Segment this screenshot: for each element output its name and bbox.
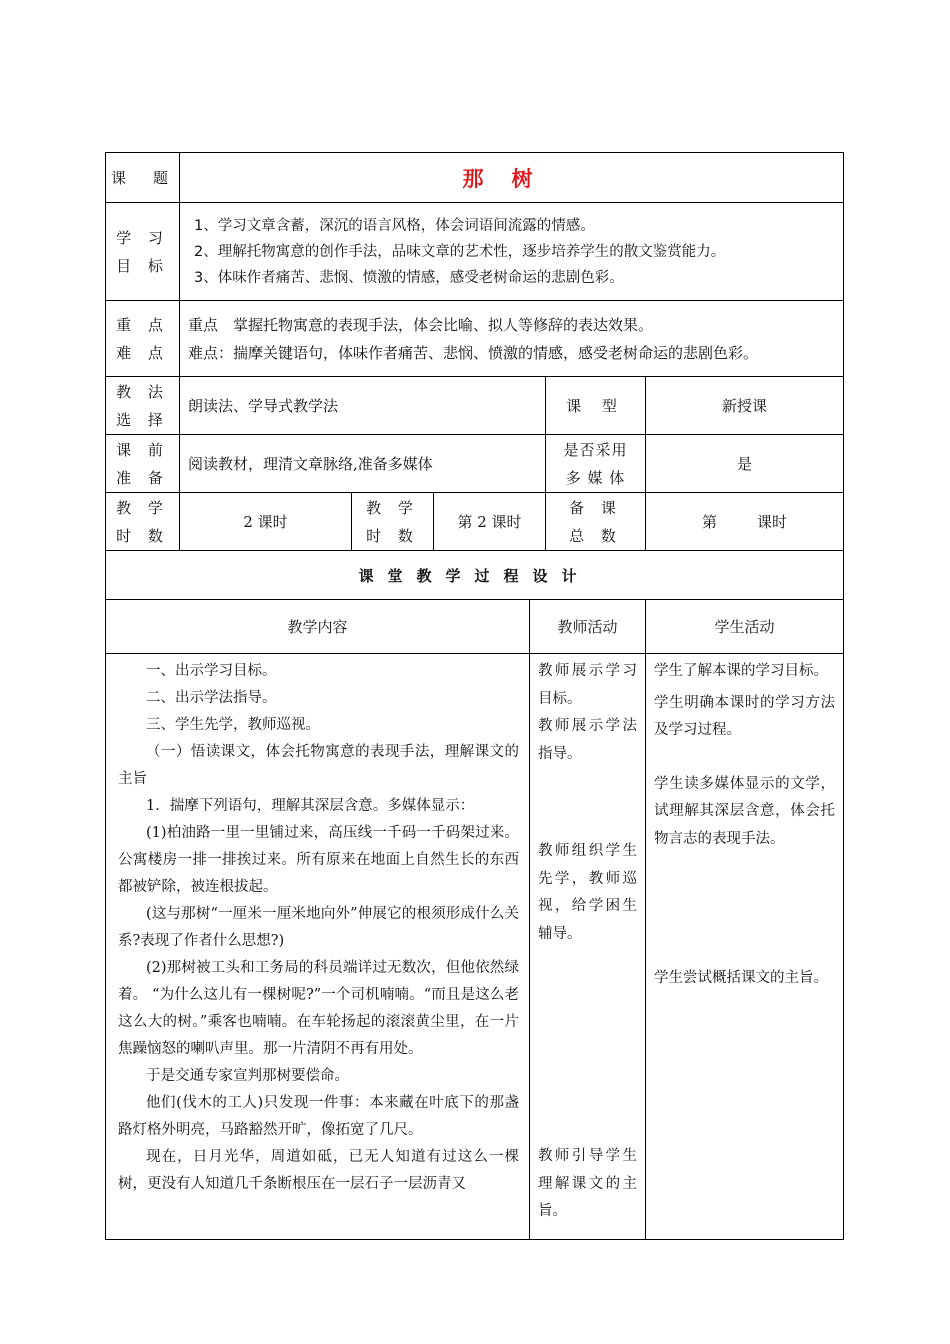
content-paragraph: 于是交通专家宣判那树要偿命。 bbox=[146, 1068, 349, 1084]
student-activities bbox=[646, 654, 844, 1240]
period-value: 第 2 课时 bbox=[434, 493, 546, 551]
media-value: 是 bbox=[646, 435, 844, 493]
lesson-title: 那树 bbox=[462, 166, 561, 191]
teacher-activity: 教师组织学生先学，教师巡视，给学困生辅导。 bbox=[538, 843, 637, 942]
goal-item: 1、学习文章含蓄，深沉的语言风格，体会词语间流露的情感。 bbox=[194, 217, 595, 234]
period-label: 教 学 时 数 bbox=[352, 493, 434, 551]
method-value: 朗读法、学导式教学法 bbox=[180, 377, 546, 435]
lesson-plan-table bbox=[105, 152, 844, 1240]
teacher-activity: 教师引导学生理解课文的主旨。 bbox=[538, 1148, 637, 1219]
process-heading: 课堂教学过程设计 bbox=[106, 551, 844, 600]
col-student-header: 学生活动 bbox=[646, 600, 844, 654]
col-content-header: 教学内容 bbox=[106, 600, 530, 654]
lesson-type-label: 课 型 bbox=[546, 377, 646, 435]
content-paragraph: （一）悟读课文，体会托物寓意的表现手法，理解课文的主旨 bbox=[118, 744, 519, 787]
key-points bbox=[180, 301, 844, 377]
content-paragraph: 一、出示学习目标。 bbox=[146, 663, 277, 679]
col-teacher-header: 教师活动 bbox=[530, 600, 646, 654]
teaching-content bbox=[106, 654, 530, 1240]
goals-list bbox=[180, 203, 844, 301]
content-paragraph: 二、出示学法指导。 bbox=[146, 690, 277, 706]
media-label: 是否采用 多 媒 体 bbox=[546, 435, 646, 493]
method-label: 教 法 选 择 bbox=[106, 377, 180, 435]
content-paragraph: (这与那树“一厘米一厘米地向外”伸展它的根须形成什么关系?表现了作者什么思想?) bbox=[118, 906, 519, 949]
goal-item: 3、体味作者痛苦、悲悯、愤激的情感，感受老树命运的悲剧色彩。 bbox=[194, 269, 624, 286]
content-paragraph: (2)那树被工头和工务局的科员端详过无数次，但他依然绿着。 “为什么这儿有一棵树呢?”一个司机喃喃。“而且是这么老这么大的树。”乘客也喃喃。在车轮扬起的滚滚黄尘里，在一片焦躁恼怒的喇叭声里。那一片清阴不再有用处。 bbox=[118, 960, 519, 1057]
prep-value: 阅读教材，理清文章脉络,准备多媒体 bbox=[180, 435, 546, 493]
goal-item: 2、理解托物寓意的创作手法，品味文章的艺术性，逐步培养学生的散文鉴赏能力。 bbox=[194, 243, 726, 260]
lesson-plan-sheet bbox=[105, 152, 843, 1240]
teacher-activities bbox=[530, 654, 646, 1240]
student-activity: 学生尝试概括课文的主旨。 bbox=[654, 970, 828, 986]
key-point: 重点 掌握托物寓意的表现手法，体会比喻、拟人等修辞的表达效果。 bbox=[188, 315, 654, 334]
content-paragraph: 他们(伐木的工人)只发现一件事：本来藏在叶底下的那盏路灯格外明亮，马路豁然开旷，像拓宽了几尺。 bbox=[118, 1095, 519, 1138]
content-paragraph: 现在，日月光华，周道如砥，已无人知道有过这么一棵树，更没有人知道几千条断根压在一层石子一层沥青又 bbox=[118, 1149, 519, 1192]
hours-value: 2 课时 bbox=[180, 493, 352, 551]
prep-label: 课 前 准 备 bbox=[106, 435, 180, 493]
hours-label: 教 学 时 数 bbox=[106, 493, 180, 551]
difficult-point: 难点：揣摩关键语句，体味作者痛苦、悲悯、愤激的情感，感受老树命运的悲剧色彩。 bbox=[188, 343, 759, 362]
goals-label: 学 习 目 标 bbox=[106, 203, 180, 301]
prep-total-label: 备 课 总 数 bbox=[546, 493, 646, 551]
key-points-label: 重 点 难 点 bbox=[106, 301, 180, 377]
student-activity: 学生了解本课的学习目标。 bbox=[654, 663, 828, 679]
prep-total-value: 第 课时 bbox=[646, 493, 844, 551]
teacher-activity: 教师展示学习目标。 bbox=[538, 663, 637, 707]
content-paragraph: 1．揣摩下列语句，理解其深层含意。多媒体显示： bbox=[146, 798, 475, 814]
lesson-title-cell bbox=[180, 153, 844, 203]
teacher-activity: 教师展示学法指导。 bbox=[538, 718, 637, 762]
content-paragraph: (1)柏油路一里一里铺过来，高压线一千码一千码架过来。公寓楼房一排一排挨过来。所有原来在地面上自然生长的东西都被铲除，被连根拔起。 bbox=[118, 825, 519, 895]
student-activity: 学生读多媒体显示的文学，试理解其深层含意，体会托物言志的表现手法。 bbox=[654, 775, 836, 847]
lesson-type-value: 新授课 bbox=[646, 377, 844, 435]
student-activity: 学生明确本课时的学习方法及学习过程。 bbox=[654, 694, 836, 738]
topic-label: 课 题 bbox=[106, 153, 180, 203]
content-paragraph: 三、学生先学，教师巡视。 bbox=[146, 717, 320, 733]
